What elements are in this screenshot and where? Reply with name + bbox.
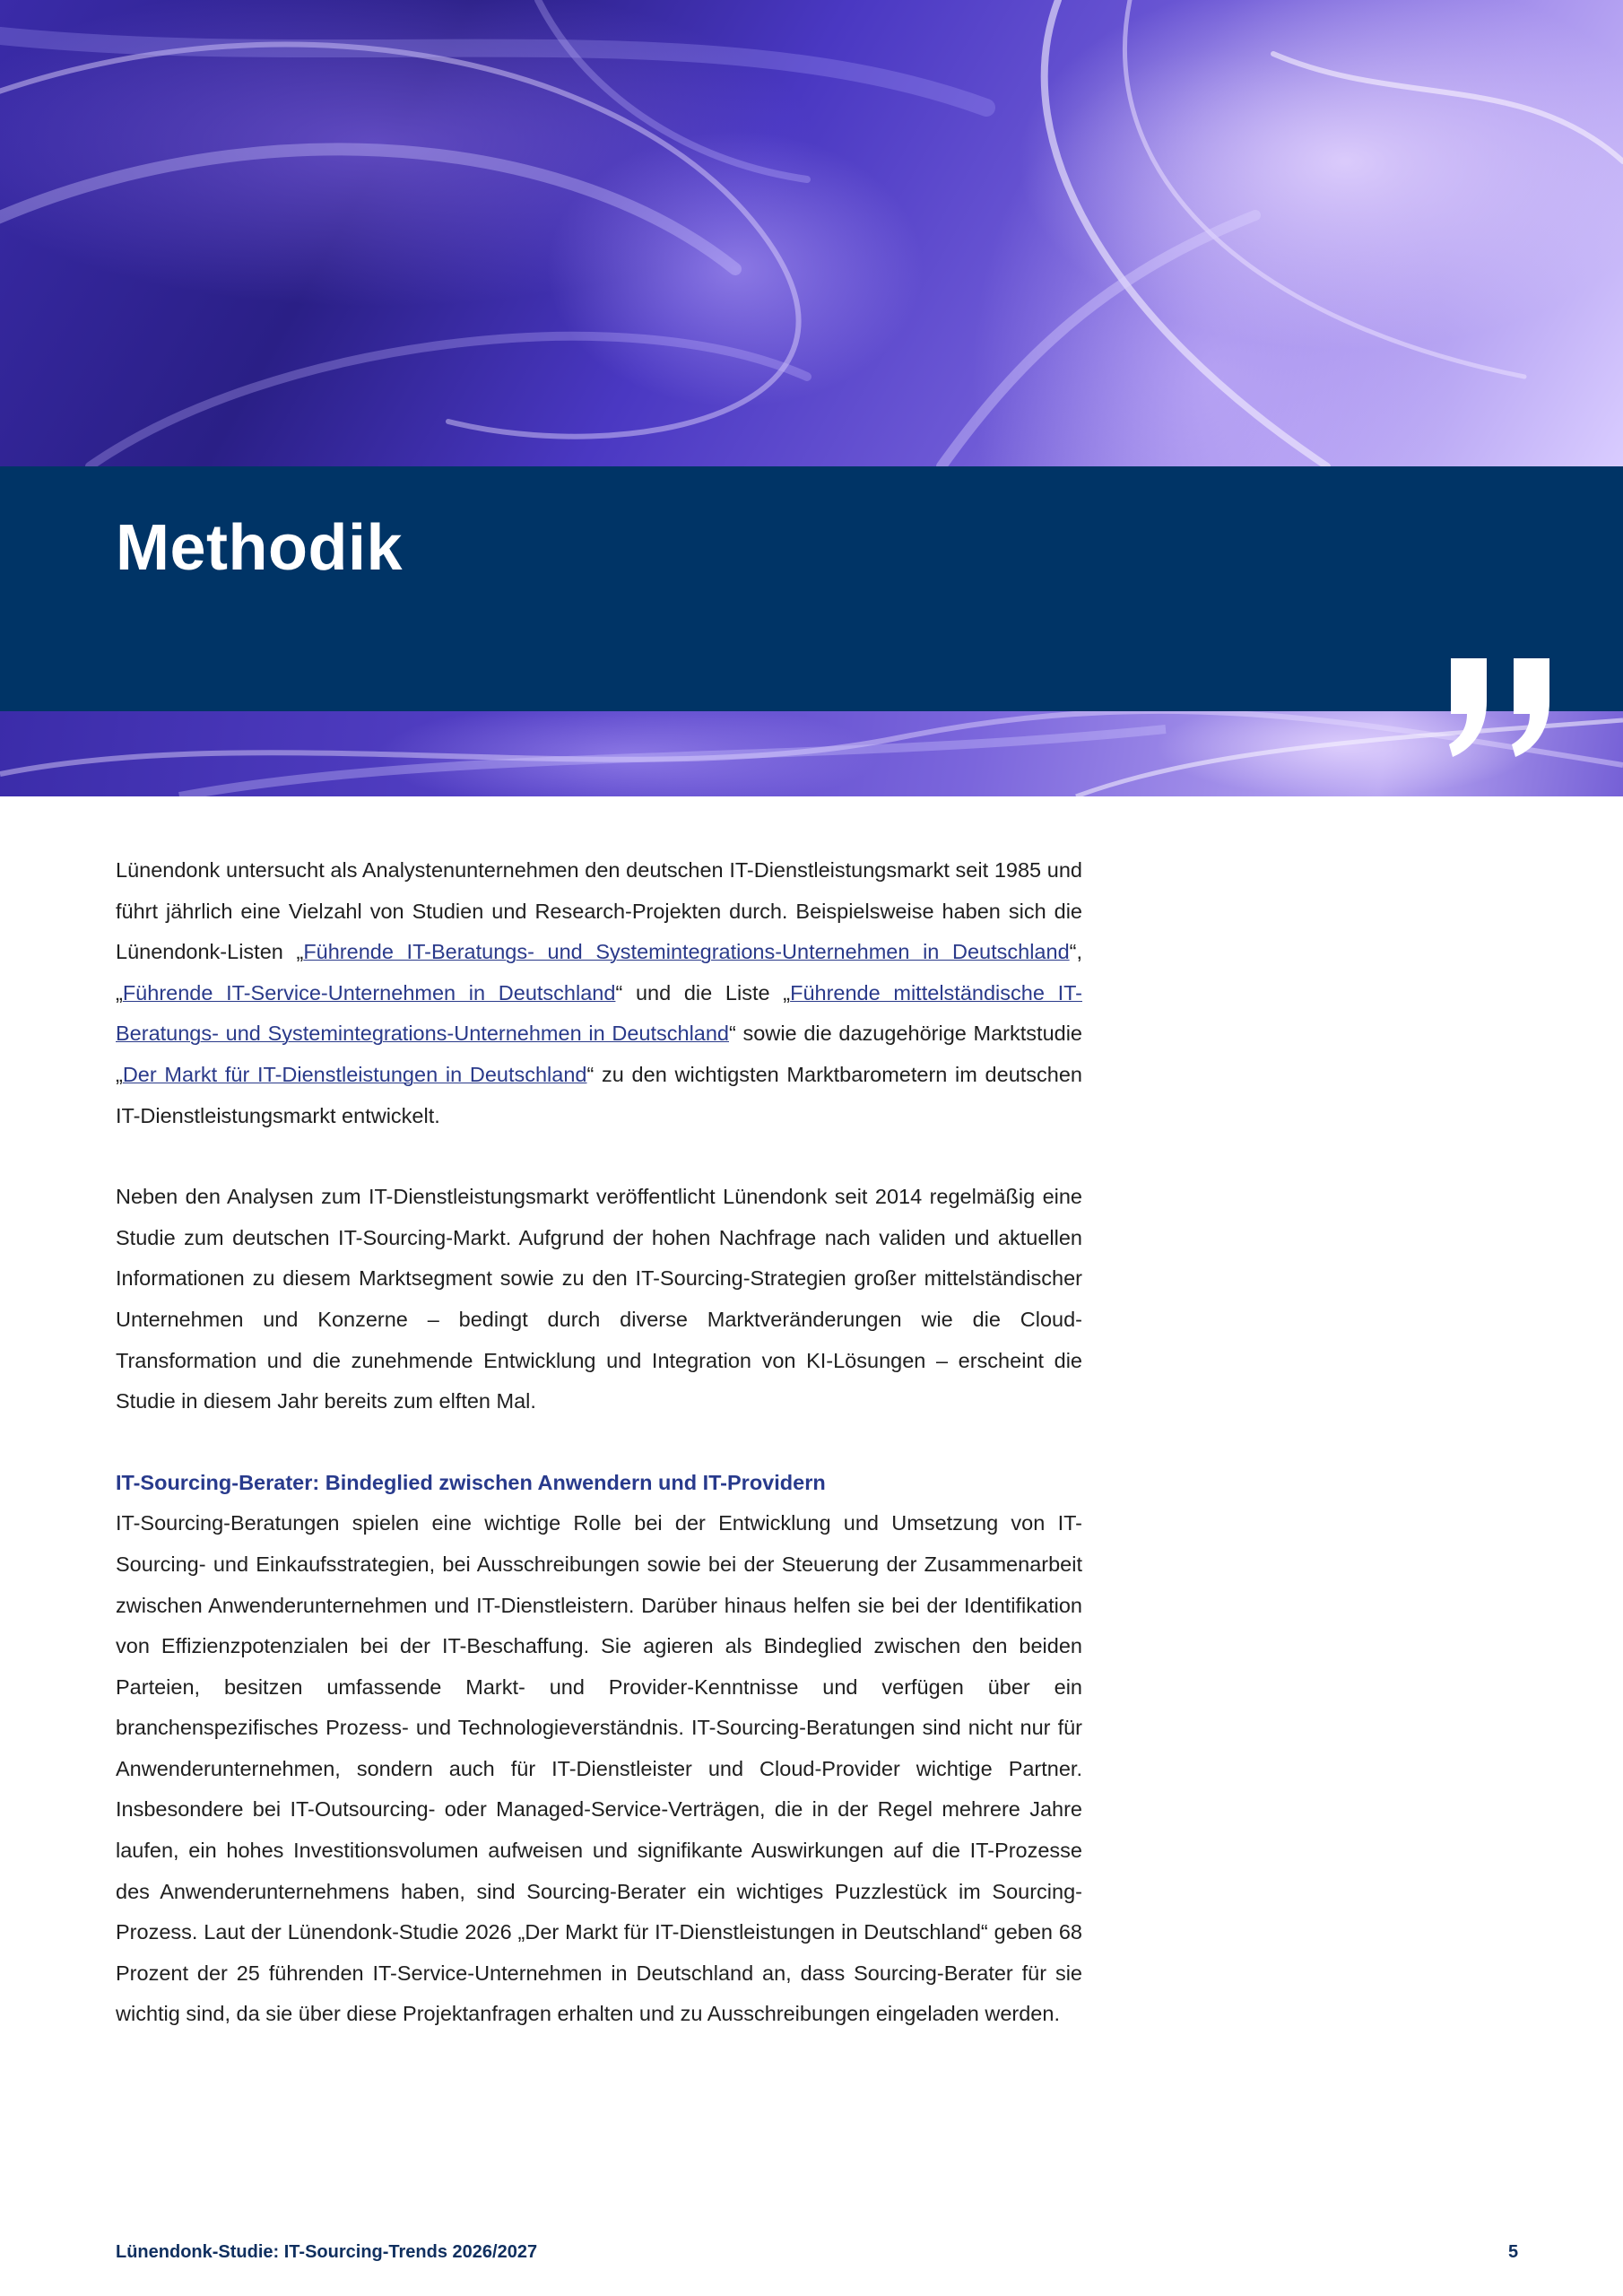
- hero-image-strip: [0, 711, 1623, 796]
- abstract-swirl-strip: [0, 711, 1623, 796]
- footer-publication-title: Lünendonk-Studie: IT-Sourcing-Trends 2026/2027: [116, 2242, 538, 2262]
- paragraph-sourcing-advisors: IT-Sourcing-Beratungen spielen eine wichtige Rolle bei der Entwicklung und Umsetzung von IT-Sourcing- und Einkaufsstrategien, bei Ausschreibungen sowie bei der Steuerung der Zusammenarbeit zwischen Anwenderunternehmen und IT-Dienstleistern. Darüber hinaus helfen sie bei der Identifikation von Effizienzpotenzialen bei der IT-Beschaffung. Sie agieren als Bindeglied zwischen den beiden Parteien, besitzen umfassende Markt- und Provider-Kenntnisse und verfügen über ein branchenspezifisches Prozess- und Technologieverständnis. IT-Sourcing-Beratungen sind nicht nur für Anwenderunternehmen, sondern auch für IT-Dienstleister und Cloud-Provider wichtige Partner. Insbesondere bei IT-Outsourcing- oder Managed-Service-Verträgen, die in der Regel mehrere Jahre laufen, ein hohes Investitionsvolumen aufweisen und signifikante Auswirkungen auf die IT-Prozesse des Anwenderunternehmens haben, sind Sourcing-Berater ein wichtiges Puzzlestück im Sourcing-Prozess. Laut der Lünendonk-Studie 2026 „Der Markt für IT-Dienstleistungen in Deutschland“ geben 68 Prozent der 25 führenden IT-Service-Unternehmen in Deutschland an, dass Sourcing-Berater für sie wichtig sind, da sie über diese Projektanfragen erhalten und zu Ausschreibungen eingeladen werden.: [116, 1511, 1082, 2026]
- link-fuehrende-it-beratung[interactable]: Führende IT-Beratungs- und Systemintegrations-Unternehmen in Deutschland: [303, 940, 1070, 964]
- closing-quotation-mark-icon: [1445, 655, 1562, 762]
- link-mittelstaendische-it-beratung[interactable]: Führende mittelständische IT-Beratungs- und Systemintegrations-Unternehmen in Deutschland: [116, 980, 1082, 1046]
- title-band: [0, 466, 1623, 711]
- abstract-swirl-graphic: [0, 0, 1623, 466]
- text-run: Lünendonk untersucht als Analystenunternehmen den deutschen IT-Dienstleistungsmarkt seit 1985 und führt jährlich eine Vielzahl von Studien und Research-Projekten durch. Beispielsweise haben sich die Lünendonk-Listen „: [116, 858, 1082, 964]
- main-content: [116, 850, 1082, 2075]
- text-run: “ sowie die dazugehörige Marktstudie „: [116, 1022, 1082, 1086]
- paragraph-intro: [116, 850, 1082, 1136]
- text-run: “, „: [116, 940, 1082, 1004]
- link-fuehrende-it-service[interactable]: Führende IT-Service-Unternehmen in Deutschland: [122, 980, 616, 1004]
- text-run: “ zu den wichtigsten Marktbarometern im deutschen IT-Dienstleistungsmarkt entwickelt.: [116, 1062, 1083, 1127]
- paragraph-sourcing-study: Neben den Analysen zum IT-Dienstleistungsmarkt veröffentlicht Lünendonk seit 2014 regelmäßig eine Studie zum deutschen IT-Sourcing-Markt. Aufgrund der hohen Nachfrage nach validen und aktuellen Informationen zu diesem Marktsegment sowie zu den IT-Sourcing-Strategien großer mittelständischer Unternehmen und Konzerne – bedingt durch diverse Marktveränderungen wie die Cloud-Transformation und die zunehmende Entwicklung und Integration von KI-Lösungen – erscheint die Studie in diesem Jahr bereits zum elften Mal.: [116, 1185, 1082, 1413]
- section-subheading: IT-Sourcing-Berater: Bindeglied zwischen Anwendern und IT-Providern: [116, 1470, 826, 1494]
- footer-page-number: 5: [1508, 2242, 1519, 2262]
- link-markt-it-dienstleistungen[interactable]: Der Markt für IT-Dienstleistungen in Deutschland: [122, 1062, 587, 1086]
- hero-image-top: [0, 0, 1623, 466]
- page-title: Methodik: [116, 512, 403, 584]
- text-run: “ und die Liste „: [615, 980, 791, 1004]
